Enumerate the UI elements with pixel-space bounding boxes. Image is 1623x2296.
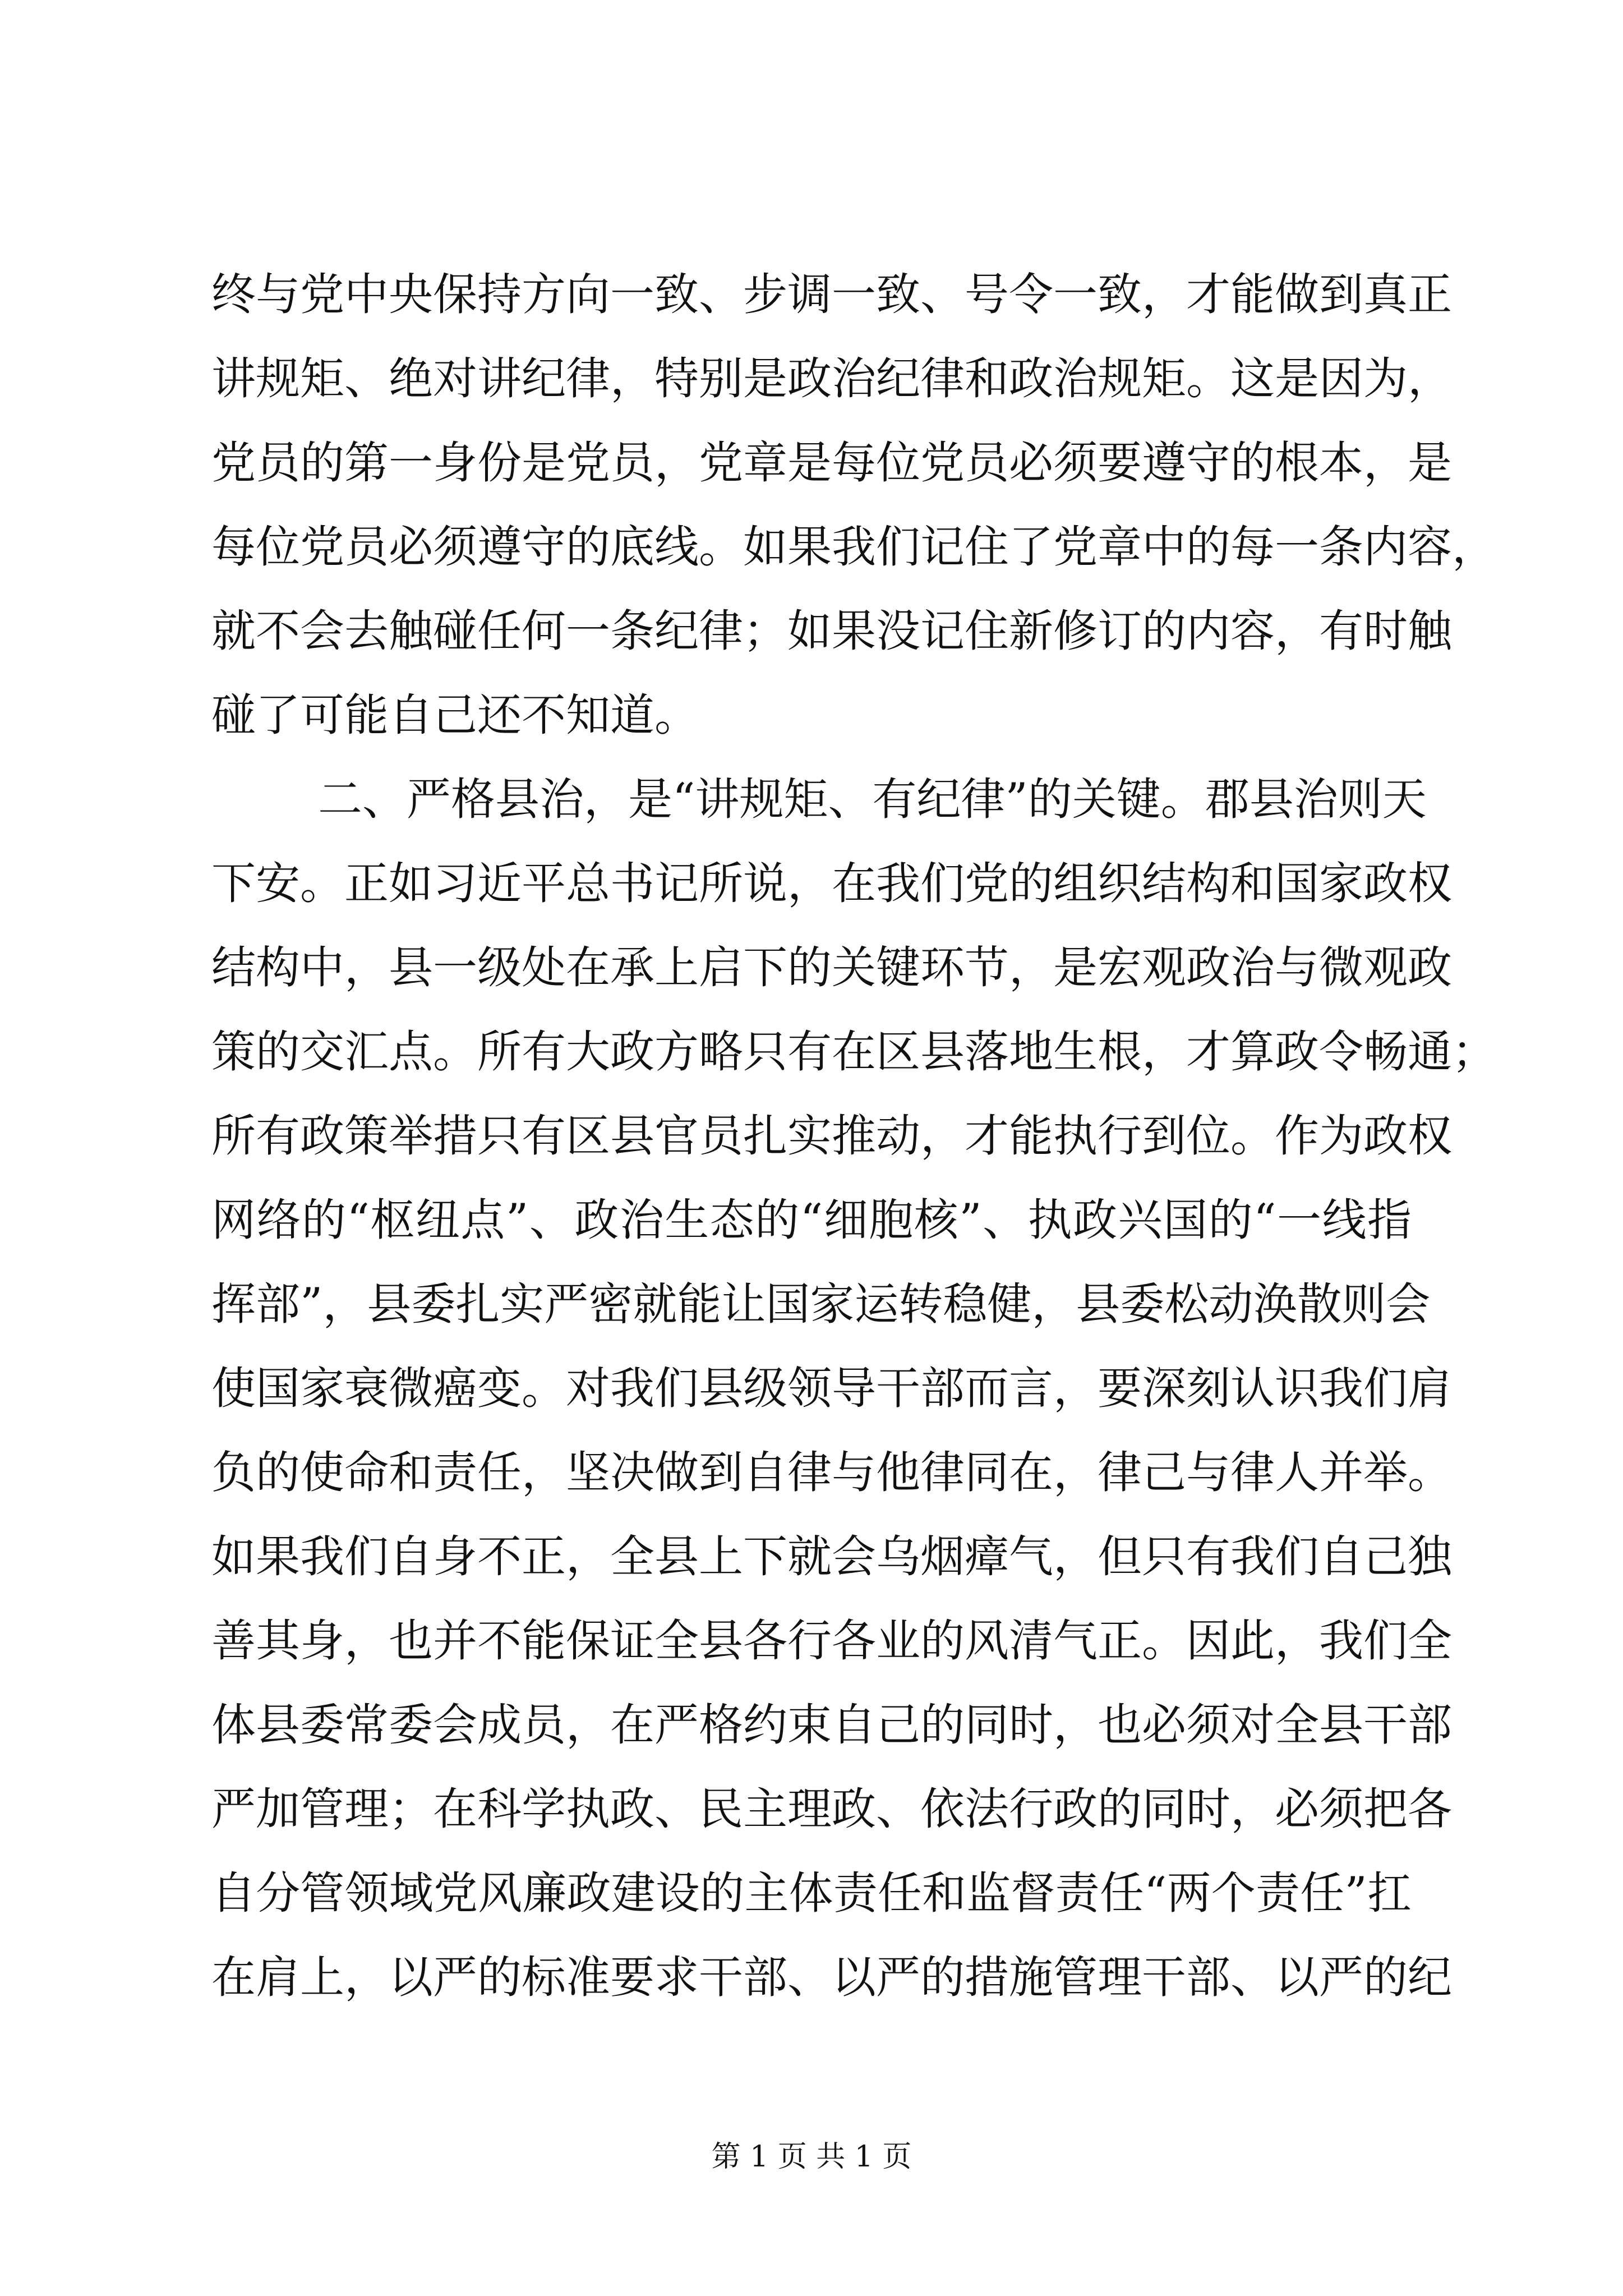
text-line: 策的交汇点。所有大政方略只有在区县落地生根，才算政令畅通；: [211, 1026, 1496, 1078]
text-line: 所有政策举措只有区县官员扎实推动，才能执行到位。作为政权: [211, 1110, 1452, 1162]
text-line: 下安。正如习近平总书记所说，在我们党的组织结构和国家政权: [211, 858, 1452, 909]
text-line: 终与党中央保持方向一致、步调一致、号令一致，才能做到真正: [211, 269, 1452, 320]
text-line: 结构中，县一级处在承上启下的关键环节，是宏观政治与微观政: [211, 942, 1452, 993]
text-line: 挥部”，县委扎实严密就能让国家运转稳健，县委松动涣散则会: [211, 1278, 1431, 1330]
text-line: 每位党员必须遵守的底线。如果我们记住了党章中的每一条内容，: [211, 521, 1496, 573]
text-line: 使国家衰微癌变。对我们县级领导干部而言，要深刻认识我们肩: [211, 1363, 1452, 1414]
text-line: 如果我们自身不正，全县上下就会乌烟瘴气，但只有我们自己独: [211, 1531, 1452, 1582]
text-line: 负的使命和责任，坚决做到自律与他律同在，律己与律人并举。: [211, 1447, 1452, 1498]
text-line: 网络的“枢纽点”、政治生态的“细胞核”、执政兴国的“一线指: [211, 1194, 1412, 1246]
text-line: 自分管领域党风廉政建设的主体责任和监督责任“两个责任”扛: [211, 1867, 1412, 1919]
text-line: 党员的第一身份是党员，党章是每位党员必须要遵守的根本，是: [211, 437, 1452, 489]
text-line: 体县委常委会成员，在严格约束自己的同时，也必须对全县干部: [211, 1699, 1452, 1751]
text-line: 在肩上，以严的标准要求干部、以严的措施管理干部、以严的纪: [211, 1952, 1452, 2003]
text-line: 善其身，也并不能保证全县各行各业的风清气正。因此，我们全: [211, 1615, 1452, 1667]
text-line: 碰了可能自己还不知道。: [211, 689, 699, 741]
text-line: 二、严格县治，是“讲规矩、有纪律”的关键。郡县治则天: [318, 774, 1427, 825]
page-number-footer: 第 1 页 共 1 页: [711, 2140, 912, 2174]
text-line: 就不会去触碰任何一条纪律；如果没记住新修订的内容，有时触: [211, 605, 1452, 657]
document-body: [211, 252, 1496, 2019]
text-line: 严加管理；在科学执政、民主理政、依法行政的同时，必须把各: [211, 1783, 1452, 1835]
text-line: 讲规矩、绝对讲纪律，特别是政治纪律和政治规矩。这是因为，: [211, 353, 1452, 404]
